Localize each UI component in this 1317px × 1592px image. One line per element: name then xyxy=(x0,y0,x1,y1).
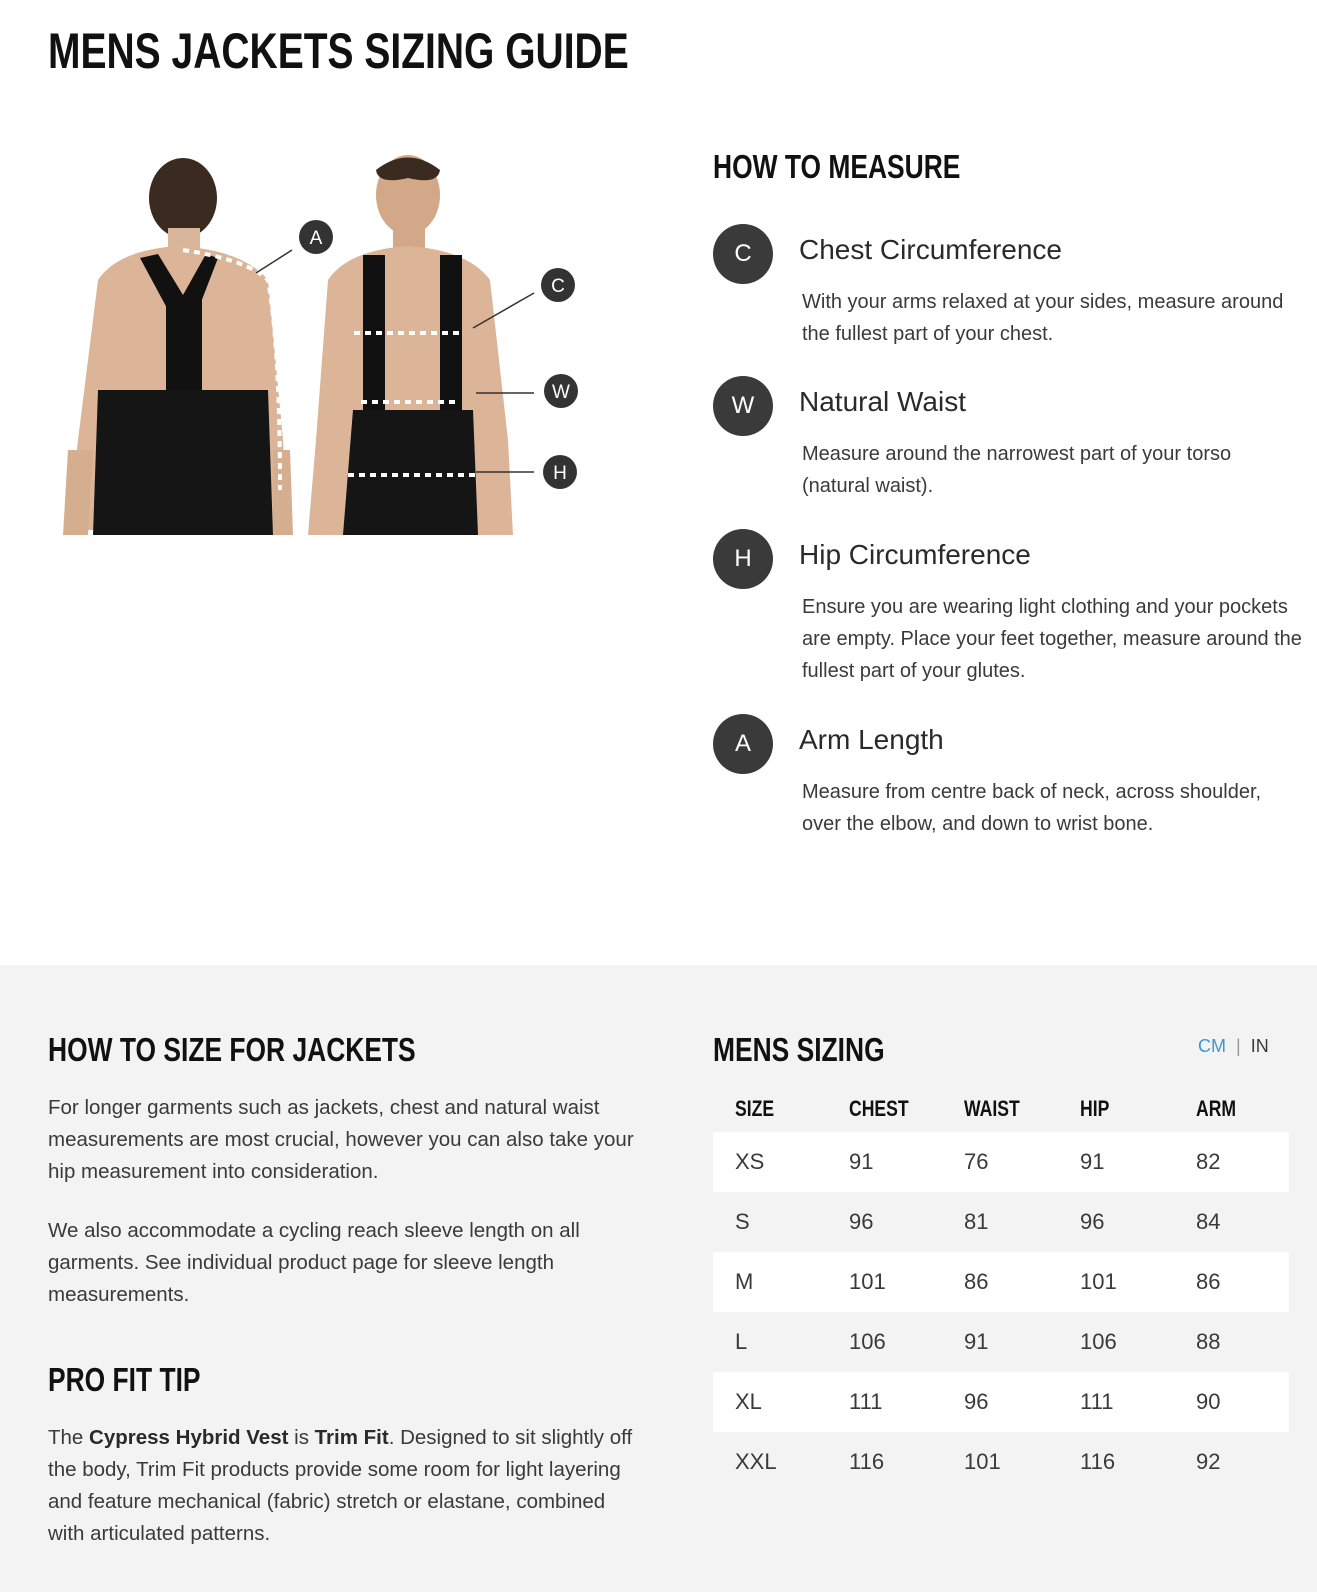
measure-title: Hip Circumference xyxy=(799,539,1031,570)
cell-chest: 91 xyxy=(849,1149,874,1174)
table-row xyxy=(713,1372,1289,1432)
mens-sizing-heading: MENS SIZING xyxy=(713,1031,885,1068)
cell-hip: 101 xyxy=(1080,1269,1117,1294)
table-row xyxy=(713,1312,1289,1372)
cell-waist: 86 xyxy=(964,1269,989,1294)
cell-waist: 101 xyxy=(964,1449,1001,1474)
measure-item-arm xyxy=(713,714,1303,854)
callout-h xyxy=(543,455,577,489)
measure-desc: With your arms relaxed at your sides, measure around the fullest part of your chest. xyxy=(802,291,1284,345)
unit-cm-button[interactable]: CM xyxy=(1198,1036,1226,1056)
unit-in-button[interactable]: IN xyxy=(1250,1036,1269,1056)
unit-toggle xyxy=(1198,1036,1269,1057)
cell-waist: 76 xyxy=(964,1149,989,1174)
measure-item-hip xyxy=(713,529,1303,699)
cell-chest: 111 xyxy=(849,1389,883,1414)
cell-arm: 84 xyxy=(1196,1209,1221,1234)
front-view-figure xyxy=(308,155,513,535)
fit-type: Trim Fit xyxy=(314,1426,389,1449)
col-header-hip: HIP xyxy=(1080,1096,1110,1121)
cell-arm: 82 xyxy=(1196,1149,1221,1174)
callout-c xyxy=(541,268,575,302)
cell-size: S xyxy=(735,1209,750,1234)
cell-chest: 96 xyxy=(849,1209,874,1234)
measure-desc: Measure around the narrowest part of your torso (natural waist). xyxy=(802,443,1232,497)
cell-arm: 88 xyxy=(1196,1329,1221,1354)
how-to-size-paragraph-2: We also accommodate a cycling reach sleeve length on all garments. See individual product page for sleeve length measurements. xyxy=(48,1219,580,1306)
col-header-chest: CHEST xyxy=(849,1096,909,1121)
svg-text:C: C xyxy=(551,276,565,297)
cell-chest: 106 xyxy=(849,1329,886,1354)
cell-hip: 106 xyxy=(1080,1329,1117,1354)
measure-desc: Measure from centre back of neck, across shoulder, over the elbow, and down to wrist bone. xyxy=(802,781,1262,835)
measure-title: Chest Circumference xyxy=(799,234,1062,265)
cell-size: XL xyxy=(735,1389,762,1414)
col-header-arm: ARM xyxy=(1196,1096,1237,1121)
cell-waist: 91 xyxy=(964,1329,989,1354)
how-to-measure-heading: HOW TO MEASURE xyxy=(713,148,961,185)
cell-size: M xyxy=(735,1269,754,1294)
cell-waist: 81 xyxy=(964,1209,989,1234)
measure-desc: Ensure you are wearing light clothing and your pockets are empty. Place your feet together, measure around the fullest part of your glutes. xyxy=(802,596,1302,682)
table-row xyxy=(713,1192,1289,1252)
cell-hip: 96 xyxy=(1080,1209,1105,1234)
col-header-waist: WAIST xyxy=(964,1096,1020,1121)
table-row xyxy=(713,1252,1289,1312)
badge-a: A xyxy=(713,714,773,774)
cell-hip: 116 xyxy=(1080,1449,1116,1474)
measurement-illustration xyxy=(58,150,588,550)
how-to-size-heading: HOW TO SIZE FOR JACKETS xyxy=(48,1031,416,1068)
table-header xyxy=(713,1090,1289,1132)
size-table xyxy=(713,1090,1289,1492)
pro-fit-heading: PRO FIT TIP xyxy=(48,1361,201,1398)
cell-chest: 101 xyxy=(849,1269,886,1294)
col-header-size: SIZE xyxy=(735,1096,775,1121)
badge-h: H xyxy=(713,529,773,589)
measure-title: Arm Length xyxy=(799,724,944,755)
cell-hip: 111 xyxy=(1080,1389,1114,1414)
product-name[interactable]: Cypress Hybrid Vest xyxy=(89,1426,289,1449)
cell-waist: 96 xyxy=(964,1389,989,1414)
callout-w xyxy=(544,374,578,408)
cell-arm: 92 xyxy=(1196,1449,1221,1474)
svg-text:A: A xyxy=(309,228,323,249)
back-view-figure xyxy=(63,158,293,535)
cell-size: XXL xyxy=(735,1449,777,1474)
cell-chest: 116 xyxy=(849,1449,885,1474)
cell-size: XS xyxy=(735,1149,765,1174)
callout-a xyxy=(299,220,333,254)
pro-fit-paragraph: The Cypress Hybrid Vest is Trim Fit. Designed to sit slightly off the body, Trim Fit products provide some room for light layering and feature mechanical (fabric) stretch or elastane, combined with articulated patterns. xyxy=(48,1426,633,1545)
cell-arm: 86 xyxy=(1196,1269,1221,1294)
table-row xyxy=(713,1132,1289,1192)
badge-w: W xyxy=(713,376,773,436)
measure-title: Natural Waist xyxy=(799,386,967,417)
badge-c: C xyxy=(713,224,773,284)
cell-arm: 90 xyxy=(1196,1389,1221,1414)
measure-item-waist xyxy=(713,376,1303,516)
svg-text:H: H xyxy=(553,463,567,484)
unit-separator: | xyxy=(1236,1036,1241,1056)
measure-item-chest xyxy=(713,224,1303,364)
cell-size: L xyxy=(735,1329,748,1354)
table-row xyxy=(713,1432,1289,1492)
svg-text:W: W xyxy=(552,382,570,403)
cell-hip: 91 xyxy=(1080,1149,1105,1174)
how-to-size-paragraph-1: For longer garments such as jackets, chest and natural waist measurements are most crucial, however you can also take your hip measurement into consideration. xyxy=(48,1096,634,1183)
page-title: MENS JACKETS SIZING GUIDE xyxy=(48,23,629,79)
